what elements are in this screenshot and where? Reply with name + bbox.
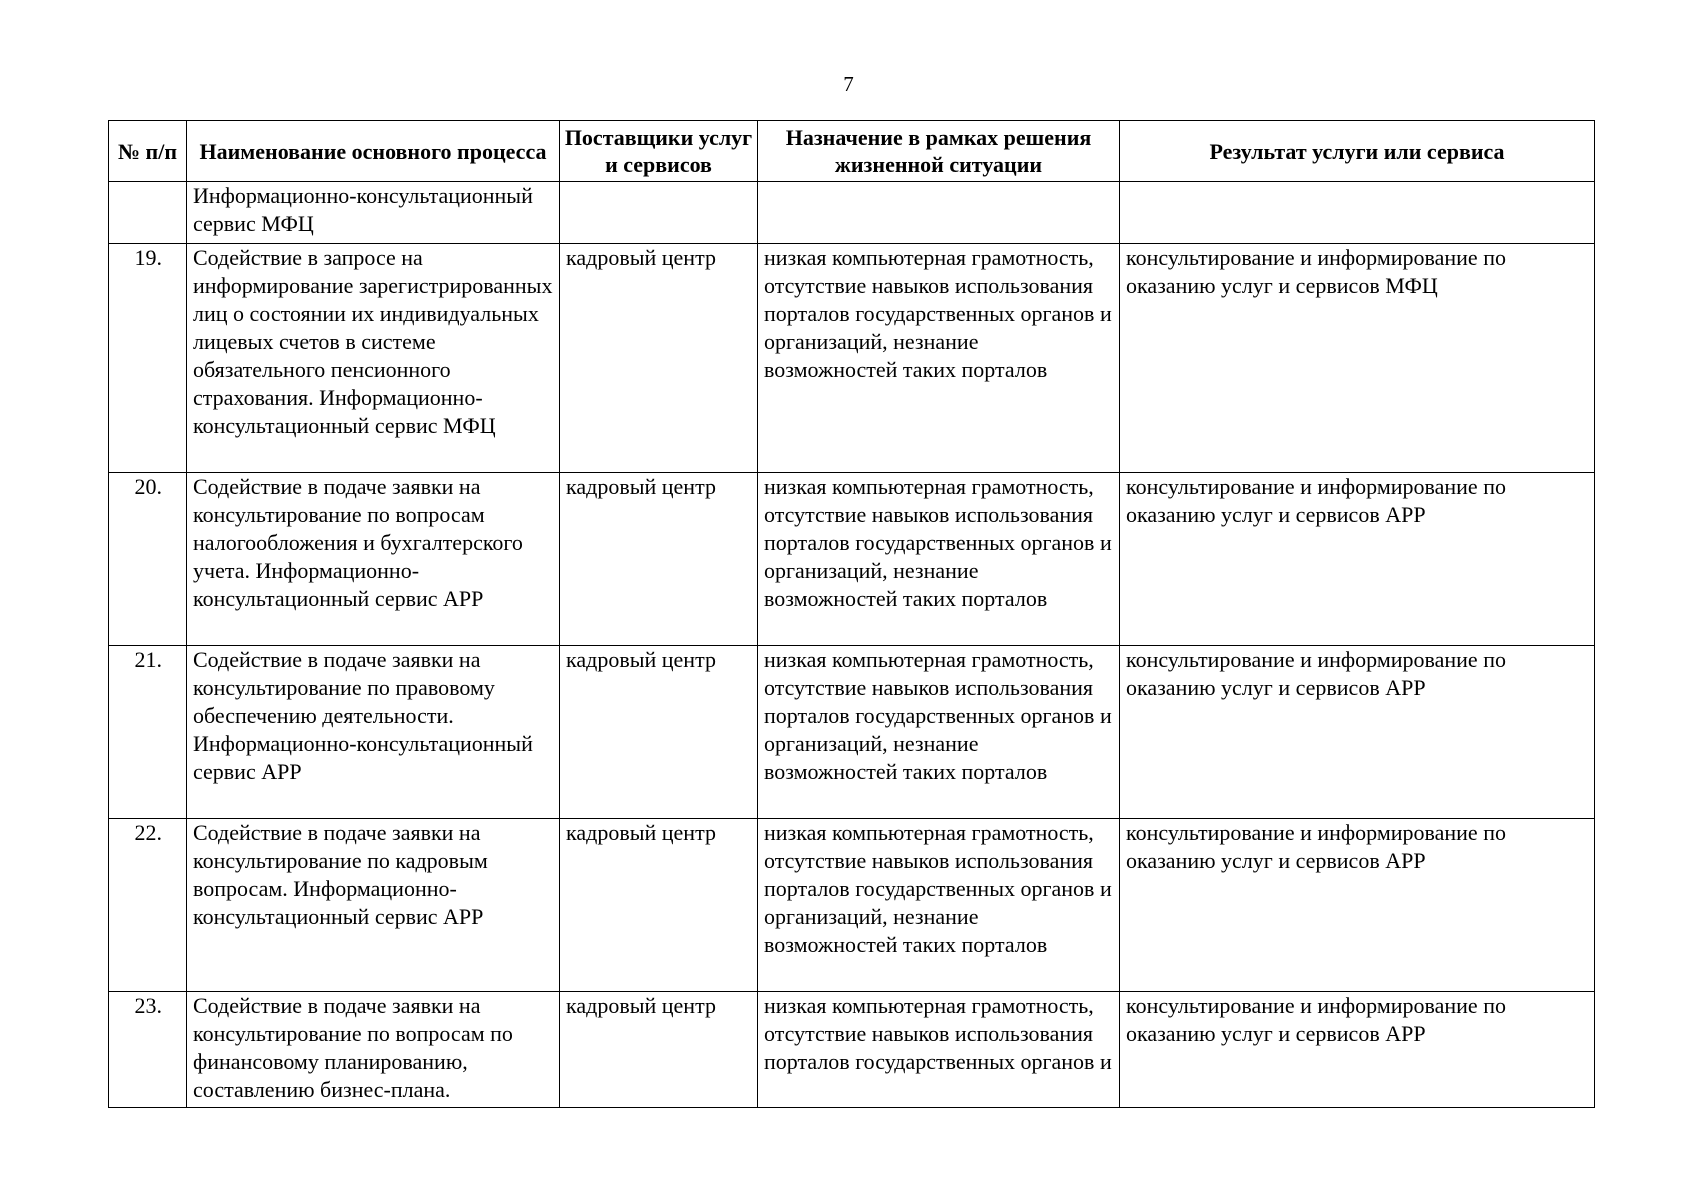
table-row	[109, 646, 1595, 819]
cell-process: Содействие в запросе на информирование зарегистрированных лиц о состоянии их индивидуальных лицевых счетов в системе обязательного пенсионного страхования. Информационно-консультационный сервис МФЦ	[187, 244, 560, 473]
cell-purpose: низкая компьютерная грамотность, отсутствие навыков использования порталов государственных органов и организаций, незнание возможностей таких порталов	[758, 819, 1120, 992]
cell-providers: кадровый центр	[560, 992, 758, 1108]
table-header-row	[109, 121, 1595, 182]
table-row	[109, 473, 1595, 646]
cell-num: 22.	[109, 819, 187, 992]
cell-process: Содействие в подаче заявки на консультирование по кадровым вопросам. Информационно-консультационный сервис АРР	[187, 819, 560, 992]
header-result: Результат услуги или сервиса	[1120, 121, 1595, 182]
cell-result: консультирование и информирование по оказанию услуг и сервисов АРР	[1120, 819, 1595, 992]
cell-process: Содействие в подаче заявки на консультирование по вопросам по финансовому планированию, составлению бизнес-плана.	[187, 992, 560, 1108]
table-row	[109, 819, 1595, 992]
cell-num: 19.	[109, 244, 187, 473]
cell-result: консультирование и информирование по оказанию услуг и сервисов АРР	[1120, 646, 1595, 819]
cell-purpose: низкая компьютерная грамотность, отсутствие навыков использования порталов государственных органов и организаций, незнание возможностей таких порталов	[758, 646, 1120, 819]
cell-providers	[560, 182, 758, 244]
services-table	[108, 120, 1595, 1108]
header-process: Наименование основного процесса	[187, 121, 560, 182]
cell-num: 23.	[109, 992, 187, 1108]
cell-purpose: низкая компьютерная грамотность, отсутствие навыков использования порталов государственных органов и организаций, незнание возможностей таких порталов	[758, 473, 1120, 646]
cell-num: 21.	[109, 646, 187, 819]
cell-result: консультирование и информирование по оказанию услуг и сервисов АРР	[1120, 992, 1595, 1108]
cell-purpose: низкая компьютерная грамотность, отсутствие навыков использования порталов государственных органов и	[758, 992, 1120, 1108]
header-num: № п/п	[109, 121, 187, 182]
cell-providers: кадровый центр	[560, 646, 758, 819]
cell-purpose: низкая компьютерная грамотность, отсутствие навыков использования порталов государственных органов и организаций, незнание возможностей таких порталов	[758, 244, 1120, 473]
cell-result	[1120, 182, 1595, 244]
header-purpose: Назначение в рамках решения жизненной ситуации	[758, 121, 1120, 182]
cell-providers: кадровый центр	[560, 244, 758, 473]
cell-result: консультирование и информирование по оказанию услуг и сервисов АРР	[1120, 473, 1595, 646]
cell-process: Информационно-консультационный сервис МФЦ	[187, 182, 560, 244]
table-row	[109, 992, 1595, 1108]
cell-num	[109, 182, 187, 244]
cell-purpose	[758, 182, 1120, 244]
cell-process: Содействие в подаче заявки на консультирование по правовому обеспечению деятельности. Информационно-консультационный сервис АРР	[187, 646, 560, 819]
cell-process: Содействие в подаче заявки на консультирование по вопросам налогообложения и бухгалтерского учета. Информационно-консультационный сервис АРР	[187, 473, 560, 646]
table-row	[109, 244, 1595, 473]
cell-providers: кадровый центр	[560, 819, 758, 992]
table-row	[109, 182, 1595, 244]
cell-num: 20.	[109, 473, 187, 646]
cell-providers: кадровый центр	[560, 473, 758, 646]
cell-result: консультирование и информирование по оказанию услуг и сервисов МФЦ	[1120, 244, 1595, 473]
page-number: 7	[843, 72, 854, 96]
header-providers: Поставщики услуг и сервисов	[560, 121, 758, 182]
